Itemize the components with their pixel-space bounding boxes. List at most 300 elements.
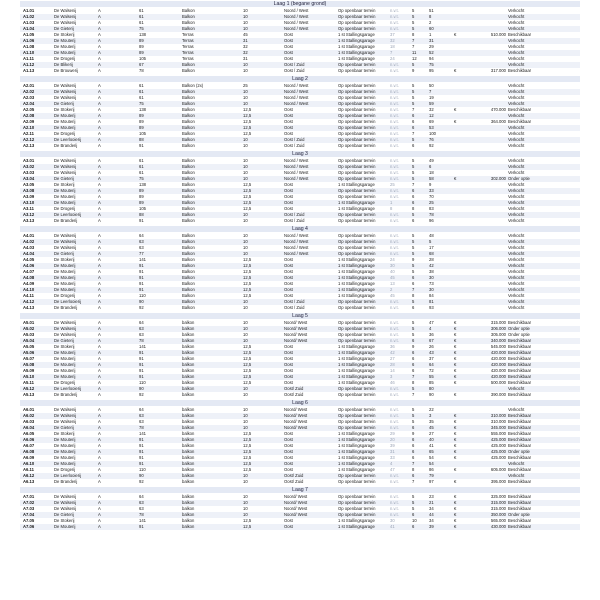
unit-cell: Op openbaar terrein — [338, 212, 376, 217]
unit-cell: 10 — [243, 305, 248, 310]
unit-cell: Op openbaar terrein — [338, 176, 376, 181]
unit-cell: Balkon — [182, 158, 195, 163]
unit-cell: A1.03 — [23, 20, 35, 25]
unit-cell: 10 — [243, 233, 248, 238]
unit-cell: Balkon — [182, 305, 195, 310]
unit-cell: 325.000 — [490, 494, 506, 499]
unit-cell: Balkon — [182, 101, 195, 106]
unit-cell: Balkon — [182, 239, 195, 244]
unit-cell: A — [98, 263, 101, 268]
unit-cell: 5 — [412, 494, 415, 499]
unit-cell: 12 — [412, 56, 417, 61]
unit-cell: Beschikbaar — [508, 350, 532, 355]
unit-cell: 10 — [243, 473, 248, 478]
unit-cell: De Drogerij — [54, 467, 76, 472]
unit-cell: 21 — [429, 500, 434, 505]
unit-cell: 52 — [429, 50, 434, 55]
unit-cell: A — [98, 32, 101, 37]
unit-cell: De Mouterij — [54, 50, 76, 55]
unit-cell: 138 — [139, 32, 146, 37]
unit-cell: 4 — [390, 461, 393, 466]
unit-cell: 91 — [139, 350, 144, 355]
unit-cell: 2 — [390, 287, 393, 292]
unit-cell: Oost — [284, 257, 293, 262]
unit-cell: 3 — [390, 374, 393, 379]
unit-cell: A — [98, 299, 101, 304]
unit-cell: 6 — [412, 425, 415, 430]
unit-cell: A2.13 — [23, 143, 35, 148]
unit-cell: balkon — [182, 332, 195, 337]
unit-cell: A4.11 — [23, 293, 34, 298]
unit-cell: 5 — [412, 137, 415, 142]
unit-cell: 81 — [429, 299, 434, 304]
unit-cell: A — [98, 251, 101, 256]
unit-cell: Beschikbaar — [508, 455, 532, 460]
unit-cell: 63 — [139, 506, 144, 511]
unit-cell: A7.01 — [23, 494, 35, 499]
unit-cell: 27 — [429, 431, 434, 436]
unit-cell: 96 — [429, 218, 434, 223]
unit-cell: 77 — [139, 251, 144, 256]
unit-cell: 84 — [429, 293, 434, 298]
unit-cell: 46 — [390, 380, 395, 385]
unit-cell: 10 — [243, 386, 248, 391]
unit-cell: Op openbaar terrein — [338, 20, 376, 25]
unit-cell: A — [98, 113, 101, 118]
unit-cell: Terras — [182, 50, 194, 55]
unit-cell: Balkon — [182, 8, 195, 13]
unit-cell: 1 st Stallingsgarage — [338, 524, 375, 529]
unit-cell: Beschikbaar — [508, 431, 532, 436]
unit-cell: n.v.t. — [390, 326, 399, 331]
unit-cell: A — [98, 233, 101, 238]
unit-cell: 395.000 — [490, 479, 506, 484]
unit-cell: 1 st Stallingsgarage — [338, 350, 375, 355]
unit-cell: 93 — [429, 305, 434, 310]
unit-cell: 72 — [429, 368, 434, 373]
unit-cell: 6 — [412, 125, 415, 130]
unit-cell: € — [454, 419, 457, 424]
unit-cell: A — [98, 188, 101, 193]
unit-cell: 420.000 — [490, 374, 506, 379]
unit-cell: 50 — [429, 83, 434, 88]
unit-cell: 14 — [390, 368, 395, 373]
unit-cell: 45 — [390, 293, 395, 298]
unit-cell: Verkocht — [508, 95, 525, 100]
unit-cell: € — [454, 437, 457, 442]
unit-cell: A2.10 — [23, 125, 35, 130]
unit-cell: Op openbaar terrein — [338, 320, 376, 325]
unit-cell: 45 — [243, 32, 248, 37]
unit-cell: 1 st Stallingsgarage — [338, 281, 375, 286]
unit-cell: A — [98, 239, 101, 244]
unit-cell: € — [454, 431, 457, 436]
unit-cell: € — [454, 524, 457, 529]
unit-cell: De Walsenij — [54, 506, 77, 511]
unit-cell: balkon — [182, 419, 195, 424]
unit-cell: Op openbaar terrein — [338, 332, 376, 337]
unit-cell: 5 — [412, 170, 415, 175]
unit-cell: 7 — [412, 131, 415, 136]
unit-cell: 25 — [243, 83, 248, 88]
unit-cell: 30 — [429, 287, 434, 292]
unit-cell: 61 — [139, 95, 144, 100]
unit-cell: 12,5 — [243, 188, 252, 193]
unit-cell: 12,5 — [243, 107, 252, 112]
unit-cell: 27 — [390, 356, 395, 361]
unit-cell: Verkocht — [508, 62, 525, 67]
unit-cell: A — [98, 137, 101, 142]
unit-cell: A — [98, 257, 101, 262]
unit-cell: A2.01 — [23, 83, 35, 88]
unit-cell: Balkon — [182, 293, 195, 298]
unit-cell: € — [454, 479, 457, 484]
unit-cell: A2.08 — [23, 113, 35, 118]
unit-cell: Oost — [284, 374, 293, 379]
unit-cell: 33 — [390, 455, 395, 460]
unit-cell: 5 — [429, 239, 432, 244]
unit-cell: € — [454, 338, 457, 343]
unit-cell: 30 — [390, 518, 395, 523]
unit-cell: A — [98, 200, 101, 205]
unit-cell: Verkocht — [508, 158, 525, 163]
unit-cell: Balkon — [182, 119, 195, 124]
unit-cell: De Walsenij — [54, 20, 77, 25]
unit-cell: De Walsenij — [54, 95, 77, 100]
unit-cell: 10 — [243, 218, 248, 223]
unit-cell: 43 — [429, 350, 434, 355]
unit-cell: 30 — [429, 275, 434, 280]
unit-cell: 10 — [243, 320, 248, 325]
unit-cell: 94 — [429, 56, 434, 61]
unit-cell: A — [98, 461, 101, 466]
unit-cell: 64 — [429, 362, 434, 367]
unit-cell: 1 st Stallingsgarage — [338, 56, 375, 61]
unit-cell: Onder optie — [508, 332, 530, 337]
unit-cell: 64 — [139, 494, 144, 499]
unit-cell: Oost / Zuid — [284, 143, 305, 148]
unit-cell: 42 — [429, 263, 434, 268]
unit-cell: 110 — [139, 293, 146, 298]
unit-cell: Verkocht — [508, 218, 525, 223]
unit-cell: 5 — [412, 158, 415, 163]
unit-cell: 1 st Stallingsgarage — [338, 443, 375, 448]
unit-row — [20, 524, 580, 530]
unit-cell: 10 — [243, 392, 248, 397]
unit-cell: Beschikbaar — [508, 467, 532, 472]
unit-cell: Verkocht — [508, 281, 525, 286]
unit-cell: balkon — [182, 413, 195, 418]
unit-cell: Noord/ West — [284, 506, 308, 511]
unit-cell: Terras — [182, 44, 194, 49]
unit-cell: 1 st Stallingsgarage — [338, 431, 375, 436]
unit-cell: A5.07 — [23, 356, 35, 361]
unit-cell: A — [98, 419, 101, 424]
unit-cell: 5 — [412, 269, 415, 274]
unit-cell: De Mouterij — [54, 269, 76, 274]
unit-cell: De Gieterij — [54, 512, 74, 517]
unit-cell: € — [454, 344, 457, 349]
unit-cell: n.v.t. — [390, 320, 399, 325]
unit-cell: Oost — [284, 194, 293, 199]
unit-cell: 1 st Stallingsgarage — [338, 200, 375, 205]
unit-cell: n.v.t. — [390, 332, 399, 337]
unit-cell: 310.000 — [490, 413, 506, 418]
unit-cell: A4.08 — [23, 275, 35, 280]
unit-cell: Oost — [284, 119, 293, 124]
unit-cell: 315.000 — [490, 320, 506, 325]
unit-cell: 91 — [139, 455, 144, 460]
unit-cell: 61 — [139, 20, 144, 25]
unit-cell: 5 — [412, 14, 415, 19]
unit-row — [20, 479, 580, 485]
unit-cell: A — [98, 506, 101, 511]
unit-cell: Verkocht — [508, 233, 525, 238]
unit-cell: 7 — [429, 89, 432, 94]
unit-cell: De Walsenij — [54, 419, 77, 424]
unit-cell: 5 — [412, 413, 415, 418]
unit-cell: 12,5 — [243, 524, 252, 529]
unit-cell: 54 — [429, 455, 434, 460]
unit-cell: 5 — [412, 320, 415, 325]
unit-cell: A — [98, 83, 101, 88]
unit-cell: Op openbaar terrein — [338, 119, 376, 124]
unit-cell: n.v.t. — [390, 419, 399, 424]
unit-cell: De Mouterij — [54, 194, 76, 199]
unit-cell: De Mouterij — [54, 356, 76, 361]
unit-cell: n.v.t. — [390, 26, 399, 31]
unit-cell: De Walsenij — [54, 494, 77, 499]
unit-cell: 64 — [139, 320, 144, 325]
unit-cell: n.v.t. — [390, 158, 399, 163]
unit-cell: Oost / Zuid — [284, 305, 305, 310]
unit-cell: Noord/ West — [284, 419, 308, 424]
unit-cell: Balkon — [182, 206, 195, 211]
unit-cell: 1 st Stallingsgarage — [338, 362, 375, 367]
unit-cell: A1.11 — [23, 56, 34, 61]
unit-cell: Op openbaar terrein — [338, 473, 376, 478]
unit-cell: 1 st Stallingsgarage — [338, 38, 375, 43]
unit-cell: Op openbaar terrein — [338, 113, 376, 118]
unit-cell: 5 — [412, 500, 415, 505]
unit-cell: De Leerlooierij — [54, 137, 81, 142]
unit-cell: 32 — [243, 44, 248, 49]
unit-cell: 12,5 — [243, 125, 252, 130]
unit-cell: Verkocht — [508, 83, 525, 88]
unit-cell: balkon — [182, 524, 195, 529]
unit-cell: Oost — [284, 131, 293, 136]
unit-cell: € — [454, 380, 457, 385]
unit-cell: De Mouterij — [54, 455, 76, 460]
unit-cell: 1 st Stallingsgarage — [338, 32, 375, 37]
unit-cell: 10 — [243, 506, 248, 511]
unit-cell: 12,5 — [243, 455, 252, 460]
unit-cell: Beschikbaar — [508, 518, 532, 523]
unit-cell: balkon — [182, 512, 195, 517]
unit-cell: A — [98, 218, 101, 223]
unit-cell: 70 — [429, 194, 434, 199]
unit-cell: De Mouterij — [54, 200, 76, 205]
unit-cell: 345.000 — [490, 425, 506, 430]
unit-cell: De Gieterij — [54, 26, 74, 31]
unit-cell: Op openbaar terrein — [338, 107, 376, 112]
unit-cell: A — [98, 20, 101, 25]
unit-cell: balkon — [182, 449, 195, 454]
unit-cell: A — [98, 332, 101, 337]
unit-cell: 63 — [139, 419, 144, 424]
unit-cell: A — [98, 479, 101, 484]
unit-cell: A1.13 — [23, 68, 35, 73]
unit-cell: Op openbaar terrein — [338, 326, 376, 331]
unit-cell: De Mouterij — [54, 113, 76, 118]
unit-cell: Verkocht — [508, 50, 525, 55]
unit-cell: Balkon — [182, 107, 195, 112]
unit-cell: A — [98, 374, 101, 379]
unit-cell: Oost — [284, 125, 293, 130]
unit-cell: balkon — [182, 386, 195, 391]
unit-cell: A — [98, 281, 101, 286]
unit-cell: A6.13 — [23, 479, 35, 484]
unit-cell: 10 — [243, 500, 248, 505]
unit-cell: Oost / Zuid — [284, 68, 305, 73]
unit-cell: Op openbaar terrein — [338, 137, 376, 142]
unit-cell: A — [98, 386, 101, 391]
unit-cell: 1 st Stallingsgarage — [338, 263, 375, 268]
unit-cell: A3.03 — [23, 170, 35, 175]
unit-cell: 9 — [412, 344, 415, 349]
unit-cell: Noord/ West — [284, 500, 308, 505]
unit-cell: 4 — [429, 326, 432, 331]
unit-cell: Verkocht — [508, 257, 525, 262]
unit-cell: Verkocht — [508, 275, 525, 280]
unit-cell: 80 — [429, 386, 434, 391]
unit-cell: A — [98, 89, 101, 94]
unit-cell: € — [454, 506, 457, 511]
unit-cell: A3.05 — [23, 182, 35, 187]
unit-cell: n.v.t. — [390, 119, 399, 124]
unit-cell: A — [98, 344, 101, 349]
unit-cell: 5 — [412, 419, 415, 424]
unit-cell: 29 — [390, 431, 395, 436]
unit-cell: 138 — [139, 182, 146, 187]
unit-cell: 90 — [139, 473, 144, 478]
unit-cell: Verkocht — [508, 113, 525, 118]
unit-cell: De Mouterij — [54, 125, 76, 130]
unit-cell: 10 — [243, 512, 248, 517]
unit-cell: Beschikbaar — [508, 320, 532, 325]
unit-cell: 425.000 — [490, 449, 506, 454]
unit-cell: 500.000 — [490, 380, 506, 385]
unit-cell: Op openbaar terrein — [338, 95, 376, 100]
unit-cell: 5 — [412, 386, 415, 391]
unit-cell: n.v.t. — [390, 392, 399, 397]
unit-cell: 31 — [243, 56, 248, 61]
unit-cell: Verkocht — [508, 473, 525, 478]
unit-cell: 5 — [412, 62, 415, 67]
unit-cell: De Stokerij — [54, 32, 75, 37]
unit-cell: 36 — [429, 332, 434, 337]
unit-cell: Verkocht — [508, 206, 525, 211]
unit-cell: 3 — [429, 413, 432, 418]
unit-cell: 12,5 — [243, 263, 252, 268]
unit-cell: A — [98, 44, 101, 49]
unit-cell: 39 — [390, 443, 395, 448]
unit-cell: Balkon — [182, 113, 195, 118]
unit-cell: Op openbaar terrein — [338, 512, 376, 517]
unit-cell: Balkon — [182, 62, 195, 67]
unit-cell: Op openbaar terrein — [338, 83, 376, 88]
unit-cell: Beschikbaar — [508, 356, 532, 361]
unit-cell: De Branderij — [54, 305, 78, 310]
unit-cell: € — [454, 413, 457, 418]
unit-cell: 90 — [429, 392, 434, 397]
unit-cell: 6 — [412, 275, 415, 280]
unit-cell: 89 — [139, 125, 144, 130]
unit-cell: 45 — [390, 275, 395, 280]
unit-cell: € — [454, 32, 457, 37]
unit-cell: 37 — [390, 32, 395, 37]
unit-cell: 430.000 — [490, 524, 506, 529]
unit-cell: balkon — [182, 344, 195, 349]
unit-cell: 12,5 — [243, 269, 252, 274]
unit-cell: A — [98, 119, 101, 124]
unit-cell: 26 — [429, 344, 434, 349]
unit-cell: A — [98, 107, 101, 112]
unit-cell: A5.11 — [23, 380, 34, 385]
unit-cell: € — [454, 455, 457, 460]
unit-cell: 6 — [412, 362, 415, 367]
unit-cell: De Walsenij — [54, 332, 77, 337]
unit-cell: De Walsenij — [54, 413, 77, 418]
unit-cell: Oost / Zuid — [284, 218, 305, 223]
unit-cell: De Leerlooierij — [54, 212, 81, 217]
unit-cell: Oost — [284, 50, 293, 55]
unit-cell: 5 — [412, 332, 415, 337]
unit-cell: A1.12 — [23, 62, 35, 67]
unit-cell: Verkocht — [508, 263, 525, 268]
unit-cell: A6.04 — [23, 425, 35, 430]
unit-cell: De Brouwerij — [54, 68, 78, 73]
unit-cell: Oost — [284, 368, 293, 373]
unit-cell: 6 — [412, 143, 415, 148]
unit-cell: A — [98, 455, 101, 460]
unit-cell: De Mouterij — [54, 263, 76, 268]
unit-cell: A5.12 — [23, 386, 35, 391]
unit-cell: A3.04 — [23, 176, 35, 181]
unit-cell: balkon — [182, 326, 195, 331]
unit-row — [20, 305, 580, 311]
unit-cell: 40 — [429, 437, 434, 442]
unit-cell: 12,5 — [243, 437, 252, 442]
unit-cell: A — [98, 320, 101, 325]
unit-cell: balkon — [182, 431, 195, 436]
unit-cell: Beschikbaar — [508, 107, 532, 112]
unit-cell: A2.12 — [23, 137, 35, 142]
unit-cell: 1 st Stallingsgarage — [338, 467, 375, 472]
unit-cell: A — [98, 143, 101, 148]
unit-cell: Oost — [284, 32, 293, 37]
unit-cell: A1.04 — [23, 26, 35, 31]
unit-cell: 5 — [412, 8, 415, 13]
unit-cell: 73 — [429, 281, 434, 286]
unit-cell: Noord / West — [284, 89, 309, 94]
unit-cell: € — [454, 512, 457, 517]
unit-cell: Oost — [284, 56, 293, 61]
unit-cell: 6 — [412, 437, 415, 442]
unit-cell: n.v.t. — [390, 125, 399, 130]
unit-cell: 10 — [243, 26, 248, 31]
unit-cell: 61 — [139, 14, 144, 19]
